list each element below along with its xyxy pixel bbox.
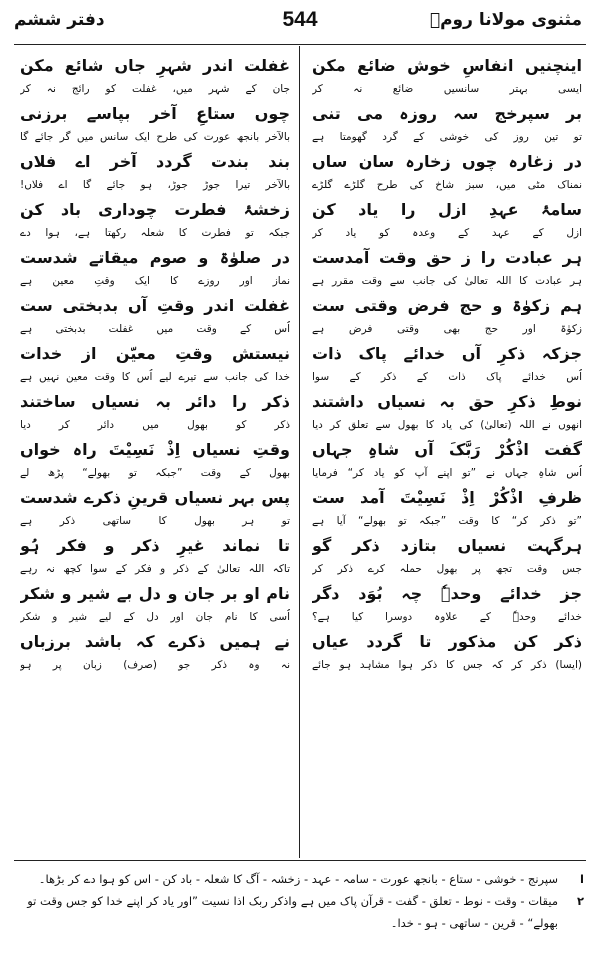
translation-line: تو ہر بھول کا ساتھی ذکر ہے xyxy=(20,515,290,527)
translation-line: بالآخر تیرا جوڑ جوڑ، ہو جائے گا اے فلاں! xyxy=(20,179,290,191)
translation-line: زکوٰۃ اور حج بھی وقتی فرض ہے xyxy=(312,323,582,335)
translation-line: اُس خدائے پاک ذات کے ذکر کے سوا xyxy=(312,371,582,383)
footnote-text: سپرنج - خوشی - ستاع - بانجھ عورت - سامہ - عہد - زخشہ - آگ کا شعلہ - باد کن - اس کو ہوا دے کر بڑھا۔ xyxy=(38,872,558,886)
verse-line: سامۂ عہدِ ازل را یاد کن xyxy=(312,200,582,219)
footnote-number: ۲ xyxy=(576,894,584,908)
book-title: مثنوی مولانا رومؒ xyxy=(429,10,582,30)
verse-line: تا نماند غیرِ ذکر و فکر ہُو xyxy=(20,536,290,555)
translation-line: ہر عبادت کا اللہ تعالیٰ کی جانب سے وقت مقرر ہے xyxy=(312,275,582,287)
verse-line: گفت اذْکُرْ رَبَّکَ آں شاہِ جہاں xyxy=(312,440,582,459)
verse-line: نیستش وقتِ معیّن از خدات xyxy=(20,344,290,363)
right-column xyxy=(312,50,582,856)
verse-line: نے ہمیں ذکرے کہ باشد برزباں xyxy=(20,632,290,651)
translation-line: نماز اور روزے کا ایک وقتِ معین ہے xyxy=(20,275,290,287)
verse-line: در صلوٰۃ و صوم میقاتے شدست xyxy=(20,248,290,267)
verse-line: پس بہر نسیاں قرینِ ذکرے شدست xyxy=(20,488,290,507)
translation-line: ایسی بہتر سانسیں ضائع نہ کر xyxy=(312,83,582,95)
translation-line: ”تو ذکر کر“ کا وقت ”جبکہ تو بھولے“ آیا ہے xyxy=(312,515,582,527)
verse-line: غفلت اندر شہرِ جاں شائع مکن xyxy=(20,56,290,75)
verse-line: نوطِ ذکرِ حق بہ نسیاں داشتند xyxy=(312,392,582,411)
translation-line: نہ وہ ذکر جو (صرف) زبان پر ہو xyxy=(20,659,290,671)
footnote-text: میقات - وقت - نوط - تعلق - گفت - قرآن پاک میں ہے واذکر ربک اذا نسیت ”اور یاد کر اپنے خدا کو جس وقت تو xyxy=(27,894,558,908)
translation-line: جس وقت تجھ پر بھول حملہ کرے ذکر کر xyxy=(312,563,582,575)
translation-line: اُسی کا نام جان اور دل کے لیے شیر و شکر xyxy=(20,611,290,623)
translation-line: (ایسا) ذکر کر کہ جس کا ذکر ہوا مشاہد ہو جائے xyxy=(312,659,582,671)
verse-line: زخشۂ فطرت چوداری باد کن xyxy=(20,200,290,219)
verse-line: ذکر را دائر بہ نسیاں ساختند xyxy=(20,392,290,411)
verse-line: ہر عبادت را ز حق وقت آمدست xyxy=(312,248,582,267)
verse-line: ہم زکوٰۃ و حج فرض وقتی ست xyxy=(312,296,582,315)
translation-line: خدا کی جانب سے تیرے لیے اُس کا وقت معین نہیں ہے xyxy=(20,371,290,383)
footnote-continuation: بھولے“ - قرین - ساتھی - ہو - خدا۔ xyxy=(390,916,558,930)
column-divider xyxy=(299,46,300,858)
verse-line: بند بندت گردد آخر اے فلاں xyxy=(20,152,290,171)
translation-line: خدائے وحدہٗ کے علاوہ دوسرا کیا ہے؟ xyxy=(312,611,582,623)
translation-line: ازل کے عہد کے وعدہ کو یاد کر xyxy=(312,227,582,239)
header-rule xyxy=(14,44,586,45)
verse-line: چوں ستاعِ آخر بپاسے برزنی xyxy=(20,104,290,123)
verse-line: ہرگہت نسیاں بتازد ذکر گو xyxy=(312,536,582,555)
footnote-2 xyxy=(16,890,584,912)
verse-line: جزکہ ذکرِ آں خدائے پاک ذات xyxy=(312,344,582,363)
page-header xyxy=(0,0,600,48)
verse-line: نام او بر جان و دل بے شیر و شکر xyxy=(20,584,290,603)
verse-line: بر سپرخج سہ روزہ می تنی xyxy=(312,104,582,123)
translation-line: بالآخر بانجھ عورت کی طرح ایک سانس میں گر جائے گا xyxy=(20,131,290,143)
footnote-rule xyxy=(14,860,586,861)
footnotes xyxy=(16,868,584,934)
footnote-number: ا xyxy=(580,872,584,886)
translation-line: جبکہ تو فطرت کا شعلہ رکھتا ہے، ہوا دے xyxy=(20,227,290,239)
translation-line: انھوں نے اللہ (تعالیٰ) کی یاد کا بھول سے تعلق کر دیا xyxy=(312,419,582,431)
verse-line: اینچنیں انفاسِ خوش ضائع مکن xyxy=(312,56,582,75)
translation-line: بھول کے وقت ”جبکہ تو بھولے“ پڑھ لے xyxy=(20,467,290,479)
verse-line: وقتِ نسیاں اِذْ نَسِیْتَ راہ خواں xyxy=(20,440,290,459)
translation-line: اُس کے وقت میں غفلت بدبختی ہے xyxy=(20,323,290,335)
verse-line: جز خدائے وحدہٗ چہ بُوَد دگر xyxy=(312,584,582,603)
page-number: 544 xyxy=(282,8,318,31)
volume-title: دفتر ششم xyxy=(14,10,105,30)
translation-line: تاکہ اللہ تعالیٰ کے ذکر و فکر کے سوا کچھ نہ رہے xyxy=(20,563,290,575)
translation-line: جان کے شہر میں، غفلت کو رائج نہ کر xyxy=(20,83,290,95)
left-column xyxy=(20,50,290,856)
translation-line: تو تین روز کی خوشی کے گرد گھومتا ہے xyxy=(312,131,582,143)
translation-line: نمناک مٹی میں، سبز شاخ کی طرح گلڑے گلڑے xyxy=(312,179,582,191)
translation-line: اُس شاہِ جہاں نے ”تو اپنے آپ کو یاد کر“ فرمایا xyxy=(312,467,582,479)
verse-line: ذکر کن مذکور تا گردد عیاں xyxy=(312,632,582,651)
translation-line: ذکر کو بھول میں دائر کر دیا xyxy=(20,419,290,431)
verse-line: غفلت اندر وقتِ آں بدبختی ست xyxy=(20,296,290,315)
footnote-1 xyxy=(16,868,584,890)
verse-line: ظرفِ اذْکُرْ اِذْ نَسِیْتَ آمد ست xyxy=(312,488,582,507)
verse-line: در زغارہ چوں زخارہ سان ساں xyxy=(312,152,582,171)
